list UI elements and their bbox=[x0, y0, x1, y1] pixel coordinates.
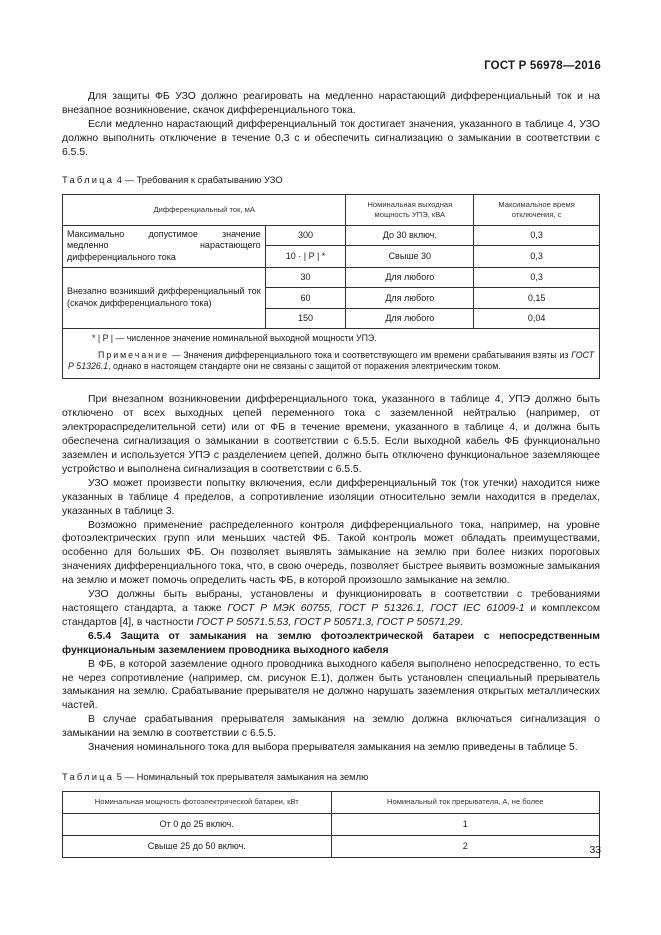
table-4 bbox=[62, 194, 600, 329]
table-4-notes bbox=[62, 329, 600, 380]
table-header-row bbox=[63, 791, 600, 813]
table-cell: Для любого bbox=[346, 267, 474, 287]
table-cell: Свыше 25 до 50 включ. bbox=[63, 835, 332, 857]
table-row bbox=[63, 267, 600, 287]
table-cell: 60 bbox=[265, 287, 346, 308]
table-cell: 10 · | P | * bbox=[265, 245, 346, 267]
paragraph: При внезапном возникновении дифференциального тока, указанного в таблице 4, УПЭ должно быть отключено от всех выходных цепей переменного тока с заземленной нейтралью (например, от электрораспределительной сети) или от ФБ в течение времени, указанного в таблице 4, и должна быть обеспечена сигнализация о замыкании в соответствии с 6.5.5. Если выходной кабель ФБ функционально заземлен и используется УПЭ с разделением цепей, должно быть отключено функциональное заземляющее устройство и выполнена сигнализация в соответствии с 6.5.5. bbox=[62, 394, 600, 475]
paragraph: В ФБ, в которой заземление одного проводника выходного кабеля выполнено непосредственно, то есть не через сопротивление (например, см. рисунок Е.1), должен быть установлен специальный прерыватель замыкания на землю. Срабатывание прерывателя не должно нарушать заземления открытых металлических частей. bbox=[62, 658, 600, 712]
table-cell: 2 bbox=[331, 835, 599, 857]
page-content bbox=[62, 90, 600, 858]
table-cell: 150 bbox=[265, 308, 346, 328]
table-header-row bbox=[63, 194, 600, 225]
table-cell: 1 bbox=[331, 813, 599, 835]
page-number: 33 bbox=[589, 845, 601, 856]
table-cell: 30 bbox=[265, 267, 346, 287]
table-cell: 0,3 bbox=[474, 245, 600, 267]
header-cell: Дифференциальный ток, мА bbox=[63, 194, 346, 225]
header-cell: Номинальная выходная мощность УПЭ, кВА bbox=[346, 194, 474, 225]
table-cell: 0,3 bbox=[474, 267, 600, 287]
table-cell: Для любого bbox=[346, 287, 474, 308]
header-cell: Максимальное время отключения, с bbox=[474, 194, 600, 225]
table-cell: Свыше 30 bbox=[346, 245, 474, 267]
table-cell: 300 bbox=[265, 225, 346, 245]
paragraph: УЗО может произвести попытку включения, если дифференциальный ток (ток утечки) находится ниже указанных в таблице 4 пределов, а сопротивление изоляции относительно земли находится в пределах, указанных в таблице 3. bbox=[62, 477, 600, 517]
row-group-label: Максимально допустимое значение медленно нарастающего дифференциального тока bbox=[63, 225, 266, 267]
table-cell: 0,3 bbox=[474, 225, 600, 245]
table-cell: 0,04 bbox=[474, 308, 600, 328]
header-cell: Номинальный ток прерывателя, А, не более bbox=[331, 791, 599, 813]
paragraph: Для защиты ФБ УЗО должно реагировать на медленно нарастающий дифференциальный ток и на внезапное возникновение, скачок дифференциального тока. bbox=[62, 91, 600, 116]
table-4-caption: Таблица 4 — Требования к срабатыванию УЗО bbox=[62, 173, 283, 185]
table-cell: Для любого bbox=[346, 308, 474, 328]
paragraph: В случае срабатывания прерывателя замыкания на землю должна включаться сигнализация о замыкании на землю в соответствии с 6.5.5. bbox=[62, 714, 600, 740]
paragraph: Значения номинального тока для выбора прерывателя замыкания на землю приведены в таблице 5. bbox=[88, 742, 578, 754]
table-note: Примечание — Значения дифференциального тока и соответствующего им времени срабатывания взяты из ГОСТ Р 51326.1, однако в настоящем стандарте они не связаны с защитой от поражения электрическим током. bbox=[68, 349, 594, 372]
document-code: ГОСТ Р 56978—2016 bbox=[484, 60, 601, 72]
paragraph: Если медленно нарастающий дифференциальный ток достигает значения, указанного в таблице 4, УЗО должно выполнить отключение в течение 0,3 с и обеспечить сигнализацию о замыкании в соответствии с 6.5.5. bbox=[62, 118, 600, 158]
table-5 bbox=[62, 791, 600, 858]
table-row bbox=[63, 813, 600, 835]
table-cell: До 30 включ. bbox=[346, 225, 474, 245]
table-5-caption: Таблица 5 — Номинальный ток прерывателя замыкания на землю bbox=[62, 770, 369, 782]
section-heading: 6.5.4 Защита от замыкания на землю фотоэлектрической батареи с непосредственным функциональным заземлением проводника выходного кабеля bbox=[62, 630, 600, 656]
table-row bbox=[63, 835, 600, 857]
table-cell: От 0 до 25 включ. bbox=[63, 813, 332, 835]
table-cell: 0,15 bbox=[474, 287, 600, 308]
table-footnote: * | P | — численное значение номинальной выходной мощности УПЭ. bbox=[92, 332, 377, 343]
header-cell: Номинальная мощность фотоэлектрической батареи, кВт bbox=[63, 791, 332, 813]
paragraph: Возможно применение распределенного контроля дифференциального тока, например, на уровне фотоэлектрических групп или меньших частей ФБ. Такой контроль может обладать преимуществами, особенно для больших ФБ. Он позволяет выявлять замыкание на землю при более низких пороговых значениях дифференциального тока, что, в свою очередь, позволяет быстрее выявить возможные замыкания на землю и может помочь определить часть ФБ, в которой произошло замыкание на землю. bbox=[62, 519, 600, 587]
table-row bbox=[63, 225, 600, 245]
row-group-label: Внезапно возникший дифференциальный ток (скачок дифференциального тока) bbox=[63, 267, 266, 328]
paragraph: УЗО должны быть выбраны, установлены и функционировать в соответствии с требованиями настоящего стандарта, а также ГОСТ Р МЭК 60755, ГОСТ Р 51326.1, ГОСТ IEC 61009-1 и комплексом стандартов [4], в частности ГОСТ Р 50571.5.53, ГОСТ Р 50571.3, ГОСТ Р 50571.29. bbox=[62, 589, 600, 628]
